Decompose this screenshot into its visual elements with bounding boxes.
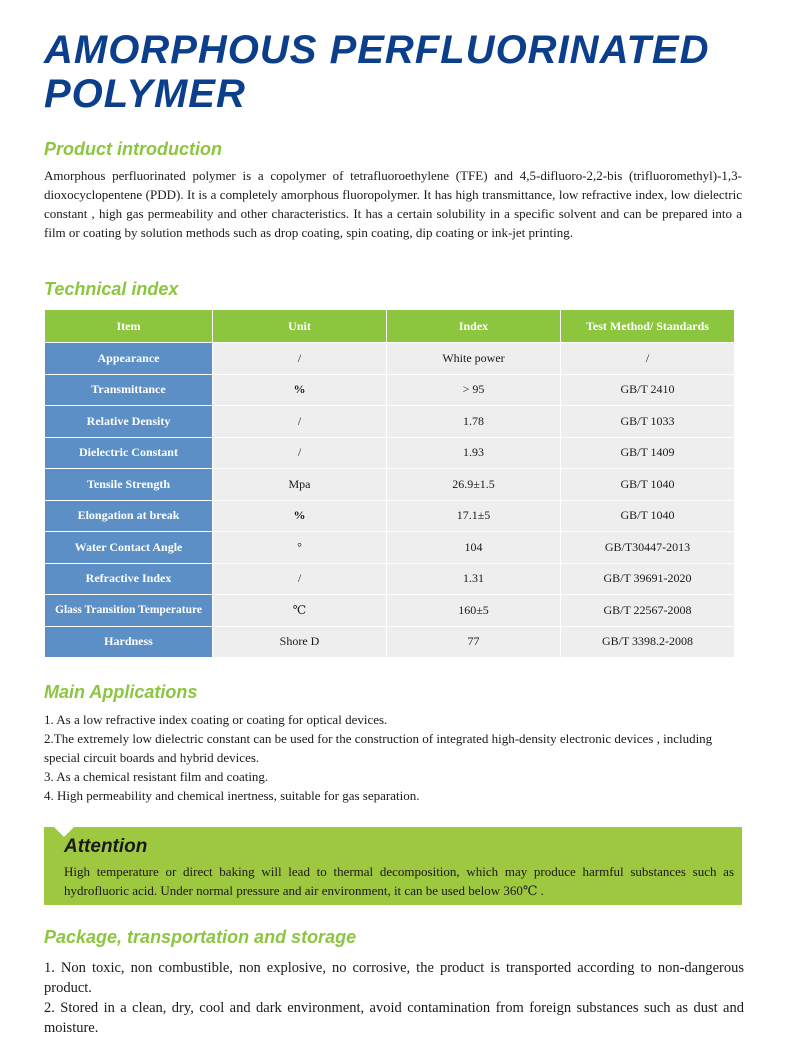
row-unit: ° (213, 532, 387, 564)
column-header: Index (387, 310, 561, 343)
row-index: 1.93 (387, 437, 561, 469)
row-index: White power (387, 343, 561, 375)
row-method: GB/T 1040 (561, 500, 735, 532)
row-item: Tensile Strength (45, 469, 213, 501)
row-index: 26.9±1.5 (387, 469, 561, 501)
table-row (45, 469, 735, 501)
row-unit: Mpa (213, 469, 387, 501)
row-unit: / (213, 437, 387, 469)
row-item: Water Contact Angle (45, 532, 213, 564)
applications-list (44, 710, 744, 805)
table-row (45, 343, 735, 375)
list-item: 1. Non toxic, non combustible, non explosive, no corrosive, the product is transported according to non-dangerous product. (44, 960, 744, 996)
list-item: 1. As a low refractive index coating or coating for optical devices. (44, 712, 388, 727)
technical-index-table (44, 309, 735, 658)
row-unit: % (213, 500, 387, 532)
row-unit: % (213, 374, 387, 406)
row-index: 104 (387, 532, 561, 564)
row-item: Appearance (45, 343, 213, 375)
table-row (45, 626, 735, 658)
table-row (45, 437, 735, 469)
row-index: 17.1±5 (387, 500, 561, 532)
row-item: Transmittance (45, 374, 213, 406)
title-line-2: POLYMER (44, 72, 246, 116)
table-row (45, 563, 735, 595)
list-item: 4. High permeability and chemical inertness, suitable for gas separation. (44, 788, 420, 803)
row-method: GB/T 2410 (561, 374, 735, 406)
row-method: GB/T 22567-2008 (561, 595, 735, 627)
row-method: GB/T 1409 (561, 437, 735, 469)
row-index: 1.31 (387, 563, 561, 595)
row-item: Refractive Index (45, 563, 213, 595)
title-line-1: AMORPHOUS PERFLUORINATED (44, 28, 710, 72)
list-item: 2.The extremely low dielectric constant can be used for the construction of integrated high-density electronic devices , including special circuit boards and hybrid devices. (44, 731, 713, 765)
row-unit: ℃ (213, 595, 387, 627)
row-item: Glass Transition Temperature (45, 595, 213, 627)
row-method: GB/T30447-2013 (561, 532, 735, 564)
main-applications-heading: Main Applications (44, 682, 198, 702)
page-title (44, 28, 709, 116)
row-unit: / (213, 563, 387, 595)
row-method: GB/T 1033 (561, 406, 735, 438)
technical-index-heading: Technical index (44, 279, 179, 299)
row-method: GB/T 1040 (561, 469, 735, 501)
row-unit: / (213, 343, 387, 375)
row-unit: / (213, 406, 387, 438)
row-item: Relative Density (45, 406, 213, 438)
row-index: 1.78 (387, 406, 561, 438)
table-header-row (45, 310, 735, 343)
package-heading: Package, transportation and storage (44, 927, 357, 947)
row-index: 160±5 (387, 595, 561, 627)
row-item: Hardness (45, 626, 213, 658)
table-row (45, 595, 735, 627)
column-header: Unit (213, 310, 387, 343)
row-method: / (561, 343, 735, 375)
table-row (45, 374, 735, 406)
row-method: GB/T 39691-2020 (561, 563, 735, 595)
package-list (44, 958, 744, 1038)
attention-title: Attention (64, 836, 148, 857)
attention-text: High temperature or direct baking will lead to thermal decomposition, which may produce harmful substances such as hydrofluoric acid. Under normal pressure and air environment, it can be used below 360℃ . (64, 864, 734, 898)
row-index: > 95 (387, 374, 561, 406)
column-header: Test Method/ Standards (561, 310, 735, 343)
row-index: 77 (387, 626, 561, 658)
row-item: Elongation at break (45, 500, 213, 532)
row-item: Dielectric Constant (45, 437, 213, 469)
row-unit: Shore D (213, 626, 387, 658)
column-header: Item (45, 310, 213, 343)
table-row (45, 406, 735, 438)
row-method: GB/T 3398.2-2008 (561, 626, 735, 658)
attention-box (44, 827, 742, 905)
table-row (45, 532, 735, 564)
product-introduction-heading: Product introduction (44, 139, 222, 159)
table-row (45, 500, 735, 532)
product-introduction-text: Amorphous perfluorinated polymer is a copolymer of tetrafluoroethylene (TFE) and 4,5-difluoro-2,2-bis (trifluoromethyl)-1,3-dioxocyclopentene (PDD). It is a completely amorphous fluoropolymer. It has high transmittance, low refractive index, low dielectric constant , high gas permeability and other characteristics. It has a certain solubility in a specific solvent and can be prepared into a film or coating by solution methods such as drop coating, spin coating, dip coating or ink-jet printing. (44, 168, 742, 240)
list-item: 3. As a chemical resistant film and coating. (44, 769, 269, 784)
list-item: 2. Stored in a clean, dry, cool and dark environment, avoid contamination from foreign substances such as dust and moisture. (44, 1000, 744, 1036)
